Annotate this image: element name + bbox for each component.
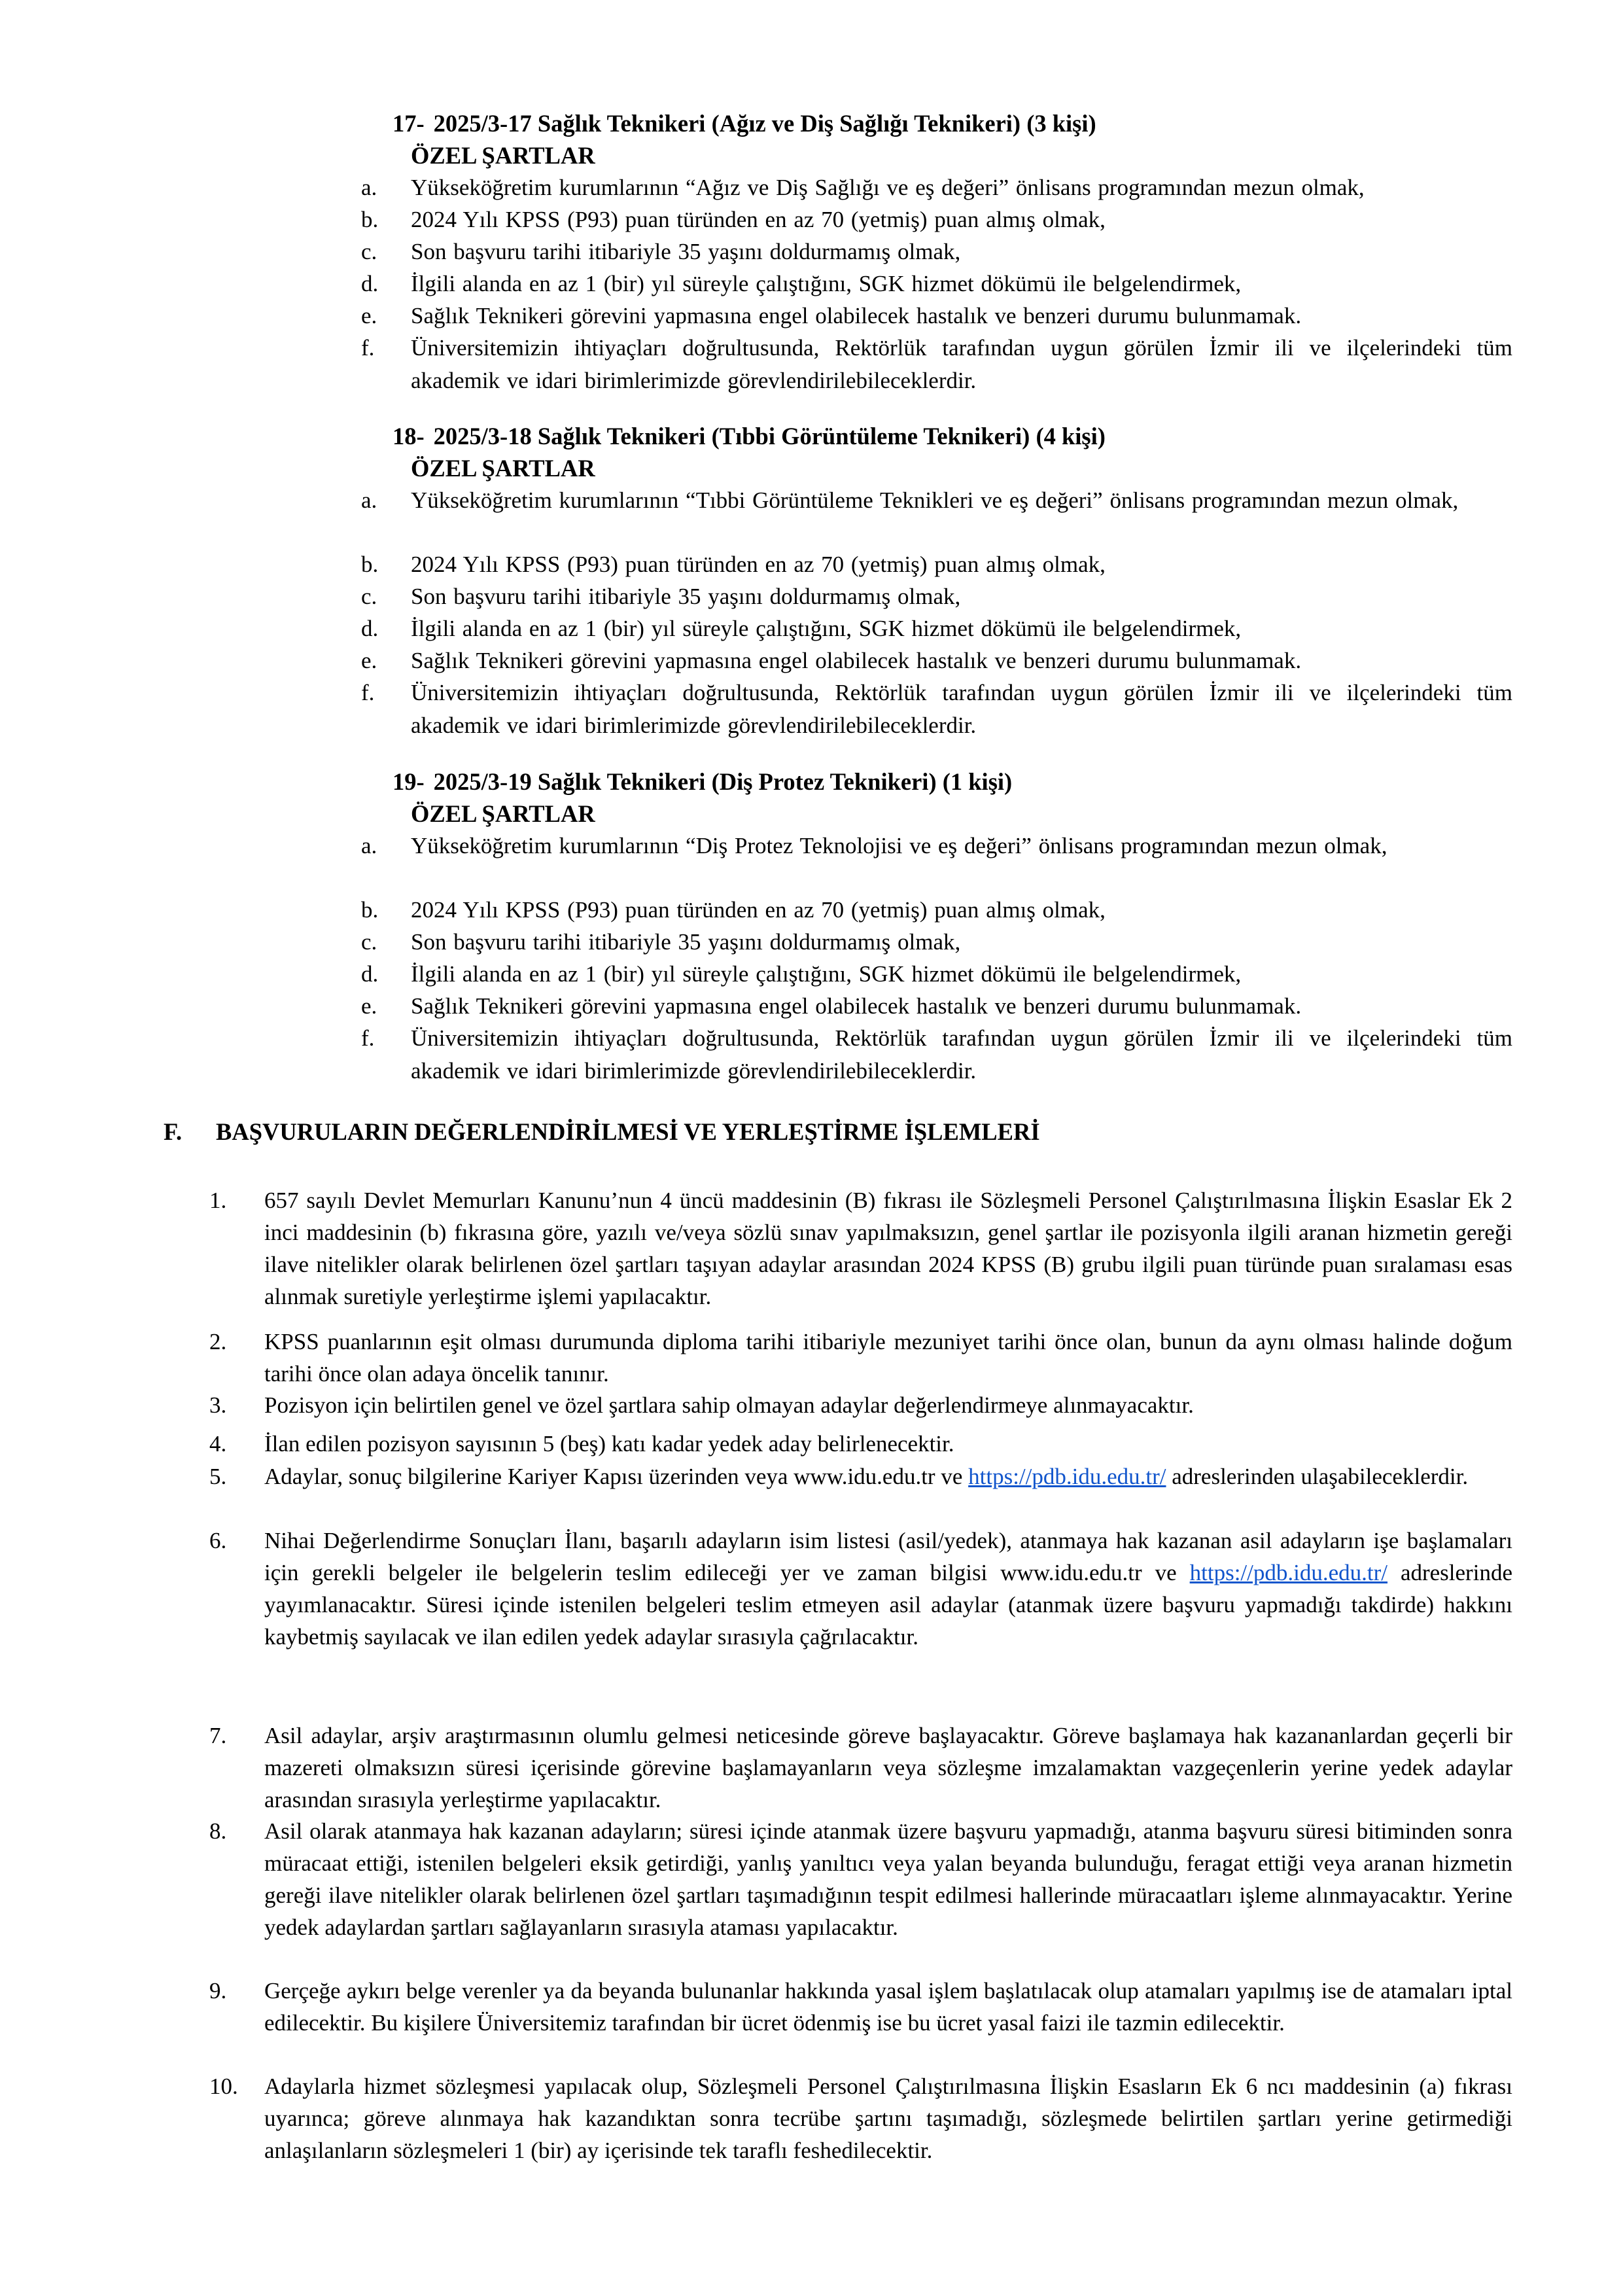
position-title: 17- 2025/3-17 Sağlık Teknikeri (Ağız ve Diş Sağlığı Teknikeri) (3 kişi) [393, 110, 1096, 137]
requirement-item: a. Yükseköğretim kurumlarının “Diş Protez Teknolojisi ve eş değeri” önlisans programından mezun olmak, [361, 833, 1387, 858]
evaluation-item: 4. İlan edilen pozisyon sayısının 5 (beş) katı kadar yedek aday belirlenecektir. [209, 1431, 954, 1457]
requirement-item: c. Son başvuru tarihi itibariyle 35 yaşını doldurmamış olmak, [361, 929, 961, 955]
special-requirements-heading: ÖZEL ŞARTLAR [411, 142, 595, 169]
requirement-item: a. Yükseköğretim kurumlarının “Ağız ve Diş Sağlığı ve eş değeri” önlisans programından mezun olmak, [361, 175, 1365, 200]
position-title: 18- 2025/3-18 Sağlık Teknikeri (Tıbbi Görüntüleme Teknikeri) (4 kişi) [393, 423, 1106, 450]
evaluation-item: 10. Adaylarla hizmet sözleşmesi yapılacak olup, Sözleşmeli Personel Çalıştırılmasına İlişkin Esasların Ek 6 ncı maddesinin (a) fıkrası uyarınca; göreve alınmaya hak kazandıktan sonra tecrübe şartını taşımadığı, sözleşmede belirtilen şartları yerine getirmediği anlaşılanların sözleşmeleri 1 (bir) ay içerisinde tek taraflı feshedilecektir. [209, 2074, 1512, 2163]
requirement-item: e. Sağlık Teknikeri görevini yapmasına engel olabilecek hastalık ve benzeri durumu bulunmamak. [361, 648, 1302, 673]
special-requirements-heading: ÖZEL ŞARTLAR [411, 455, 595, 482]
requirement-item: e. Sağlık Teknikeri görevini yapmasına engel olabilecek hastalık ve benzeri durumu bulunmamak. [361, 303, 1302, 328]
requirement-item: d. İlgili alanda en az 1 (bir) yıl süreyle çalıştığını, SGK hizmet dökümü ile belgelendirmek, [361, 271, 1242, 296]
pdb-link[interactable]: https://pdb.idu.edu.tr/ [1189, 1560, 1387, 1585]
section-heading: F. BAŞVURULARIN DEĞERLENDİRİLMESİ VE YERLEŞTİRME İŞLEMLERİ [164, 1118, 1040, 1145]
evaluation-item: 1. 657 sayılı Devlet Memurları Kanunu’nun 4 üncü maddesinin (B) fıkrası ile Sözleşmeli Personel Çalıştırılmasına İlişkin Esaslar Ek 2 inci maddesinin (b) fıkrasına göre, yazılı ve/veya sözlü sınav yapılmaksızın, genel şartlar ile pozisyonla ilgili aranan hizmetin gereği ilave nitelikler olarak belirlenen özel şartları taşıyan adaylar arasından 2024 KPSS (B) grubu ilgili puan türünde puan sıralaması esas alınmak suretiyle yerleştirme işlemi yapılacaktır. [209, 1188, 1512, 1309]
requirement-item: b. 2024 Yılı KPSS (P93) puan türünden en az 70 (yetmiş) puan almış olmak, [361, 897, 1106, 923]
evaluation-item: 7. Asil adaylar, arşiv araştırmasının olumlu gelmesi neticesinde göreve başlayacaktır. Göreve başlamaya hak kazananlardan geçerli bir mazereti olmaksızın süresi içerisinde görevine başlamayanların veya sözleşme imzalamaktan vazgeçenlerin yerine yedek adaylar arasından sırasıyla yerleştirme yapılacaktır. [209, 1723, 1512, 1812]
position-title: 19- 2025/3-19 Sağlık Teknikeri (Diş Protez Teknikeri) (1 kişi) [393, 768, 1013, 795]
evaluation-item: 9. Gerçeğe aykırı belge verenler ya da beyanda bulunanlar hakkında yasal işlem başlatılacak olup atamaları yapılmış ise de atamaları iptal edilecektir. Bu kişilere Üniversitemiz tarafından bir ücret ödenmiş ise bu ücret yasal faizi ile tazmin edilecektir. [209, 1978, 1512, 2036]
special-requirements-heading: ÖZEL ŞARTLAR [411, 800, 595, 827]
requirement-item: c. Son başvuru tarihi itibariyle 35 yaşını doldurmamış olmak, [361, 584, 961, 609]
requirement-item: e. Sağlık Teknikeri görevini yapmasına engel olabilecek hastalık ve benzeri durumu bulunmamak. [361, 993, 1302, 1019]
requirement-item: f. Üniversitemizin ihtiyaçları doğrultusunda, Rektörlük tarafından uygun görülen İzmir ili ve ilçelerindeki tüm akademik ve idari birimlerimizde görevlendirilebileceklerdir. [361, 335, 1512, 393]
evaluation-item: 3. Pozisyon için belirtilen genel ve özel şartlara sahip olmayan adaylar değerlendirmeye alınmayacaktır. [209, 1392, 1194, 1418]
requirement-item: d. İlgili alanda en az 1 (bir) yıl süreyle çalıştığını, SGK hizmet dökümü ile belgelendirmek, [361, 961, 1242, 987]
requirement-item: b. 2024 Yılı KPSS (P93) puan türünden en az 70 (yetmiş) puan almış olmak, [361, 552, 1106, 577]
evaluation-item: 8. Asil olarak atanmaya hak kazanan adayların; süresi içinde atanmak üzere başvuru yapmadığı, atanma başvuru süresi bitiminden sonra müracaat ettiği, istenilen belgeleri eksik getirdiği, yanlış yanıltıcı veya yalan beyanda bulunduğu, feragat ettiği veya aranan hizmetin gereği ilave nitelikler olarak belirlenen özel şartları taşımadığının tespit edilmesi hallerinde müracaatları işleme alınmayacaktır. Yerine yedek adaylardan şartları sağlayanların sırasıyla ataması yapılacaktır. [209, 1818, 1512, 1940]
requirement-item: a. Yükseköğretim kurumlarının “Tıbbi Görüntüleme Teknikleri ve eş değeri” önlisans programından mezun olmak, [361, 487, 1459, 513]
evaluation-item: 6. Nihai Değerlendirme Sonuçları İlanı, başarılı adayların isim listesi (asil/yedek), atanmaya hak kazanan asil adayların işe başlamaları için gerekli belgeler ile belgelerin teslim edileceği yer ve zaman bilgisi www.idu.edu.tr ve https://pdb.idu.edu.tr/ adreslerinde yayımlanacaktır. Süresi içinde istenilen belgeleri teslim etmeyen asil adaylar (atanmak üzere başvuru yapmadığı takdirde) hakkını kaybetmiş sayılacak ve ilan edilen yedek adaylar sırasıyla çağrılacaktır. [209, 1528, 1512, 1650]
requirement-item: f. Üniversitemizin ihtiyaçları doğrultusunda, Rektörlük tarafından uygun görülen İzmir ili ve ilçelerindeki tüm akademik ve idari birimlerimizde görevlendirilebileceklerdir. [361, 680, 1512, 738]
requirement-item: f. Üniversitemizin ihtiyaçları doğrultusunda, Rektörlük tarafından uygun görülen İzmir ili ve ilçelerindeki tüm akademik ve idari birimlerimizde görevlendirilebileceklerdir. [361, 1025, 1512, 1084]
evaluation-item: 5. Adaylar, sonuç bilgilerine Kariyer Kapısı üzerinden veya www.idu.edu.tr ve https://pdb.idu.edu.tr/ adreslerinden ulaşabileceklerdir. [209, 1464, 1469, 1489]
requirement-item: c. Son başvuru tarihi itibariyle 35 yaşını doldurmamış olmak, [361, 239, 961, 264]
evaluation-item: 2. KPSS puanlarının eşit olması durumunda diploma tarihi itibariyle mezuniyet tarihi önce olan, bunun da aynı olması halinde doğum tarihi önce olan adaya öncelik tanınır. [209, 1329, 1512, 1386]
requirement-item: d. İlgili alanda en az 1 (bir) yıl süreyle çalıştığını, SGK hizmet dökümü ile belgelendirmek, [361, 616, 1242, 641]
requirement-item: b. 2024 Yılı KPSS (P93) puan türünden en az 70 (yetmiş) puan almış olmak, [361, 207, 1106, 232]
pdb-link[interactable]: https://pdb.idu.edu.tr/ [968, 1464, 1166, 1489]
